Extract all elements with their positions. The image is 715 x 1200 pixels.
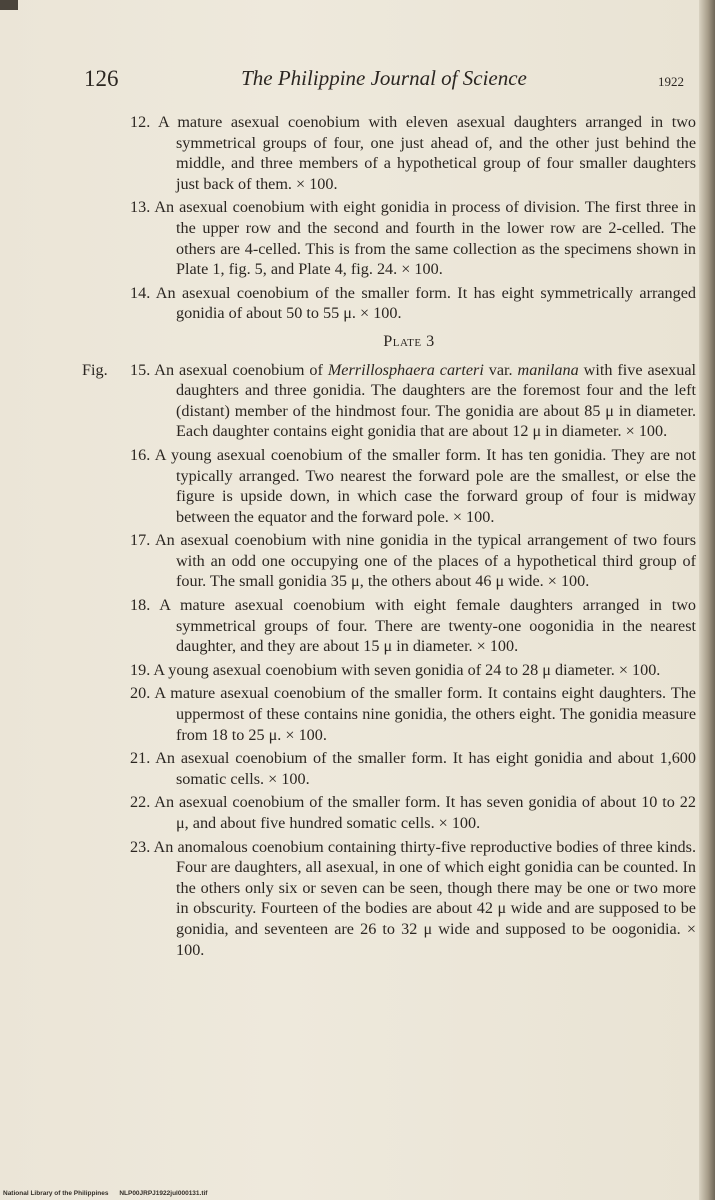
- caption-number: 18.: [130, 596, 151, 615]
- caption-number: 19.: [130, 660, 151, 679]
- caption-text: var.: [483, 360, 518, 379]
- page-edge: [699, 0, 715, 1200]
- page-number: 126: [84, 66, 119, 91]
- caption-text: An asexual coenobium of the smaller form. It has eight gonidia and about 1,600 somatic cells. × 100.: [155, 749, 696, 788]
- caption-number: 14.: [130, 283, 151, 302]
- caption-entry: [82, 283, 696, 324]
- figure-captions: [82, 112, 696, 963]
- caption-entry: [82, 837, 696, 961]
- fig-label: Fig.: [82, 360, 108, 379]
- caption-text: A mature asexual coenobium of the smaller form. It contains eight daughters. The uppermost of these contains nine gonidia, the others eight. The gonidia measure from 18 to 25 μ. × 100.: [154, 684, 696, 744]
- caption-entry: [82, 595, 696, 657]
- caption-text: An anomalous coenobium containing thirty-five reproductive bodies of three kinds. Four are daughters, all asexual, in one of which eight gonidia can be counted. In the others only six or seven can be seen, though there may be one or two more in obscurity. Fourteen of the bodies are about 42 μ wide and are supposed to be gonidia, and seventeen are 26 to 32 μ wide and supposed to be oogonidia. × 100.: [153, 837, 697, 959]
- caption-text: An asexual coenobium of: [154, 360, 328, 379]
- caption-entry: [82, 683, 696, 745]
- species-name: Merrillosphaera carteri: [327, 360, 484, 379]
- caption-number: 12.: [130, 113, 151, 131]
- caption-number: 15.: [130, 360, 151, 379]
- header-year: 1922: [658, 74, 684, 89]
- caption-entry: [82, 360, 696, 442]
- caption-entry: [82, 197, 696, 279]
- caption-text: An asexual coenobium of the smaller form. It has eight symmetrically arranged gonidia of about 50 to 55 μ. × 100.: [155, 283, 696, 323]
- caption-text: A young asexual coenobium with seven gonidia of 24 to 28 μ diameter. × 100.: [153, 660, 661, 679]
- caption-list-plate-2: [82, 112, 696, 324]
- library-name: National Library of the Philippines: [3, 1190, 109, 1197]
- plate-heading: Plate 3: [383, 331, 435, 350]
- caption-number: 13.: [130, 198, 151, 217]
- caption-text: A mature asexual coenobium with eight female daughters arranged in two symmetrical groups of four. There are twenty-one oogonidia in the nearest daughter, and they are about 15 μ in diameter. × 100.: [159, 596, 697, 656]
- variety-name: manilana: [517, 360, 579, 379]
- journal-title: The Philippine Journal of Science: [241, 66, 527, 90]
- caption-number: 17.: [130, 531, 151, 550]
- caption-text: An asexual coenobium with eight gonidia in process of division. The first three in the upper row and the second and fourth in the lower row are 2-celled. The others are 4-celled. This is from the same collection as the specimens shown in Plate 1, fig. 5, and Plate 4, fig. 24. × 100.: [154, 198, 696, 279]
- caption-text: An asexual coenobium of the smaller form. It has seven gonidia of about 10 to 22 μ, and about five hundred somatic cells. × 100.: [154, 793, 696, 832]
- caption-text: A mature asexual coenobium with eleven asexual daughters arranged in two symmetrical groups of four, one just ahead of, and the other just behind the middle, and three members of a hypothetical group of four smaller daughters just back of them. × 100.: [157, 113, 697, 193]
- caption-text: An asexual coenobium with nine gonidia in the typical arrangement of two fours with an odd one occupying one of the places of a hypothetical third group of four. The small gonidia 35 μ, the others about 46 μ wide. × 100.: [154, 531, 697, 591]
- caption-entry: [82, 792, 696, 833]
- caption-number: 23.: [130, 837, 151, 856]
- caption-text: A young asexual coenobium of the smaller form. It has ten gonidia. They are not typically arranged. Two nearest the forward pole are the smallest, or else the figure is upside down, in which case the forward group of four is midway between the equator and the forward pole. × 100.: [154, 445, 697, 526]
- caption-number: 21.: [130, 749, 151, 768]
- caption-entry: [82, 530, 696, 592]
- scan-corner-mark: [0, 0, 18, 10]
- caption-number: 22.: [130, 793, 151, 812]
- scan-footer: [3, 1190, 703, 1197]
- caption-number: 16.: [130, 445, 151, 464]
- caption-entry: [82, 748, 696, 789]
- caption-entry: [82, 112, 696, 194]
- caption-entry: [82, 445, 696, 527]
- caption-text: with five asexual daughters and three gonidia. The daughters are the foremost four and the left (distant) member of the hindmost four. The gonidia are about 85 μ in diameter. Each daughter contains eight gonidia that are about 12 μ in diameter. × 100.: [176, 360, 697, 441]
- caption-number: 20.: [130, 684, 151, 703]
- running-header: [84, 62, 694, 102]
- caption-list-plate-3: [82, 445, 696, 960]
- file-id: NLP00JRPJ1922jul000131.tif: [119, 1190, 208, 1197]
- caption-entry: [82, 660, 696, 681]
